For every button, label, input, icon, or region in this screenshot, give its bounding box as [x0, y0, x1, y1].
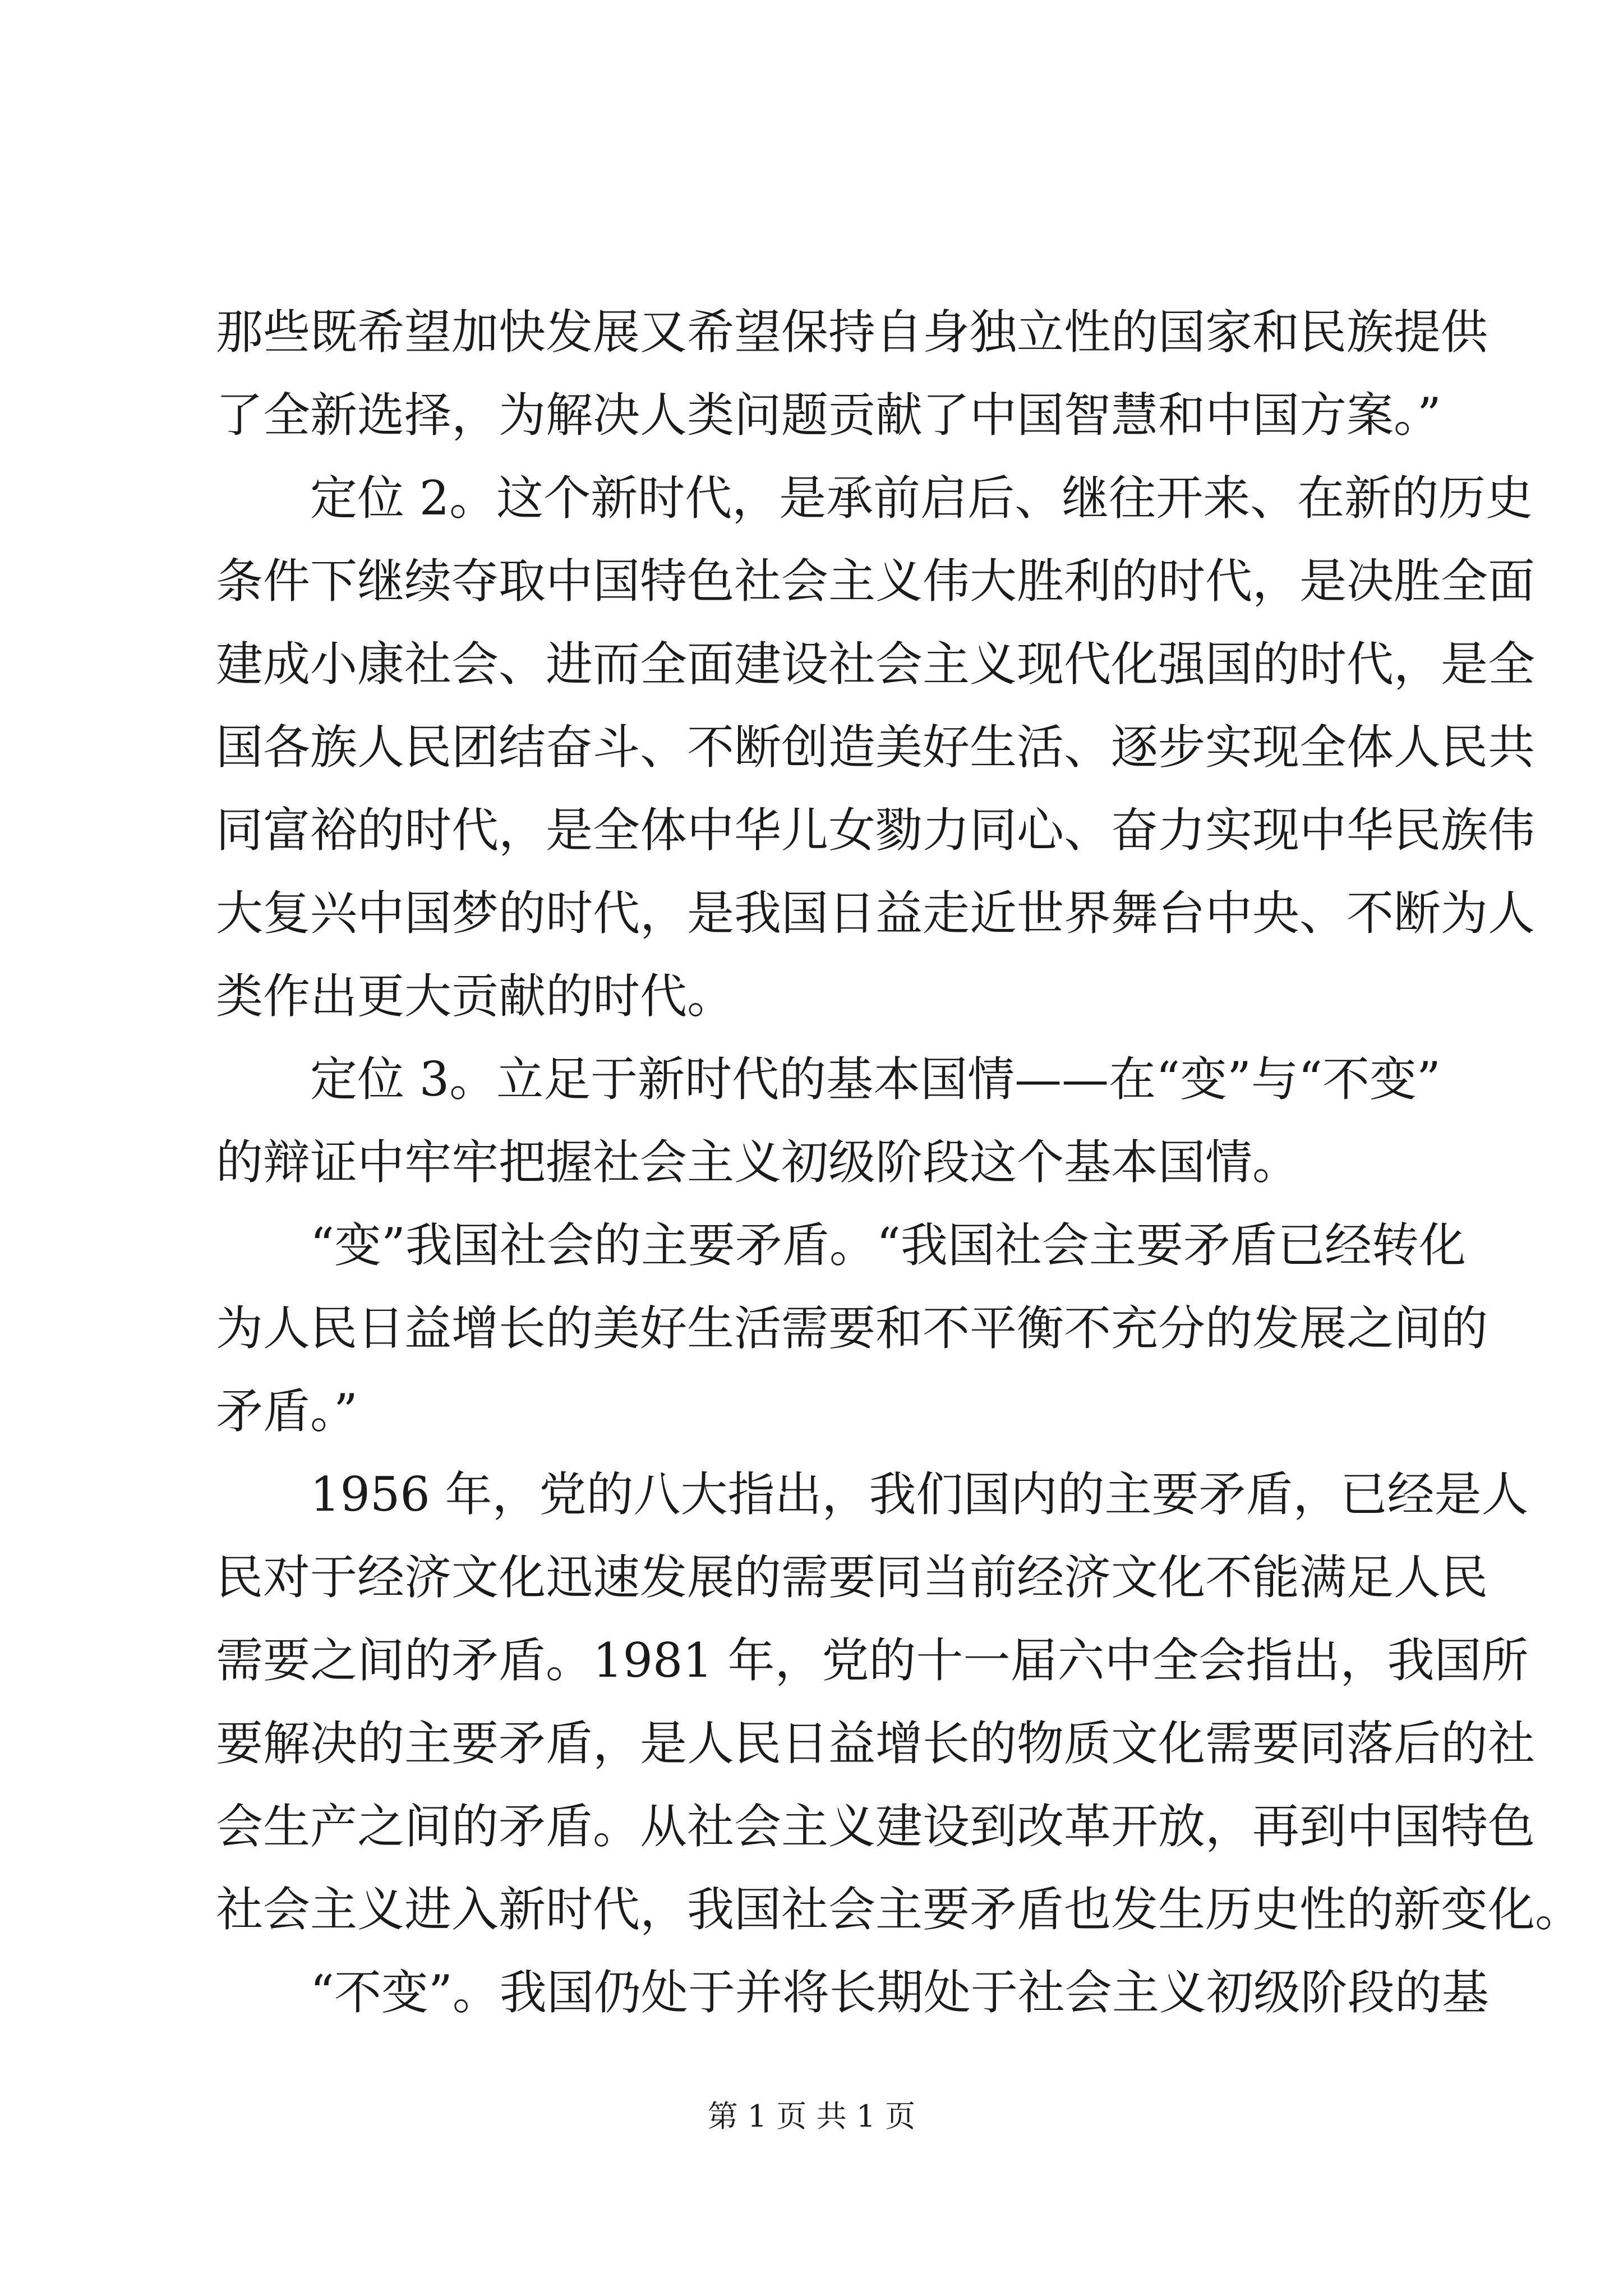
text-line: 为人民日益增长的美好生活需要和不平衡不充分的发展之间的	[216, 1301, 1488, 1356]
text-line: 建成小康社会、进而全面建设社会主义现代化强国的时代，是全	[216, 637, 1536, 692]
text-line: 类作出更大贡献的时代。	[216, 969, 735, 1024]
text-line: 条件下继续夺取中国特色社会主义伟大胜利的时代，是决胜全面	[216, 554, 1536, 609]
text-line: 国各族人民团结奋斗、不断创造美好生活、逐步实现全体人民共	[216, 720, 1536, 775]
text-line: 定位 2。这个新时代，是承前启后、继往开来、在新的历史	[310, 471, 1533, 526]
page-footer: 第 1 页 共 1 页	[707, 2099, 916, 2134]
text-line: 社会主义进入新时代，我国社会主要矛盾也发生历史性的新变化。	[216, 1882, 1583, 1937]
text-line: “不变”。我国仍处于并将长期处于社会主义初级阶段的基	[310, 1965, 1489, 2020]
text-line: 定位 3。立足于新时代的基本国情——在“变”与“不变”	[310, 1052, 1441, 1107]
text-line: 会生产之间的矛盾。从社会主义建设到改革开放，再到中国特色	[216, 1799, 1536, 1854]
text-line: 大复兴中国梦的时代，是我国日益走近世界舞台中央、不断为人	[216, 886, 1536, 941]
text-line: 需要之间的矛盾。1981 年，党的十一届六中全会指出，我国所	[216, 1633, 1529, 1688]
text-line: 了全新选择，为解决人类问题贡献了中国智慧和中国方案。”	[216, 388, 1441, 443]
text-line: 矛盾。”	[216, 1384, 358, 1439]
text-line: “变”我国社会的主要矛盾。“我国社会主要矛盾已经转化	[310, 1218, 1466, 1273]
text-line: 要解决的主要矛盾，是人民日益增长的物质文化需要同落后的社	[216, 1716, 1536, 1771]
body-text	[216, 291, 1583, 2034]
text-line: 的辩证中牢牢把握社会主义初级阶段这个基本国情。	[216, 1135, 1300, 1190]
text-line: 那些既希望加快发展又希望保持自身独立性的国家和民族提供	[216, 305, 1488, 360]
text-line: 同富裕的时代，是全体中华儿女勠力同心、奋力实现中华民族伟	[216, 803, 1536, 858]
text-line: 民对于经济文化迅速发展的需要同当前经济文化不能满足人民	[216, 1550, 1488, 1605]
text-line: 1956 年，党的八大指出，我们国内的主要矛盾，已经是人	[310, 1467, 1529, 1522]
